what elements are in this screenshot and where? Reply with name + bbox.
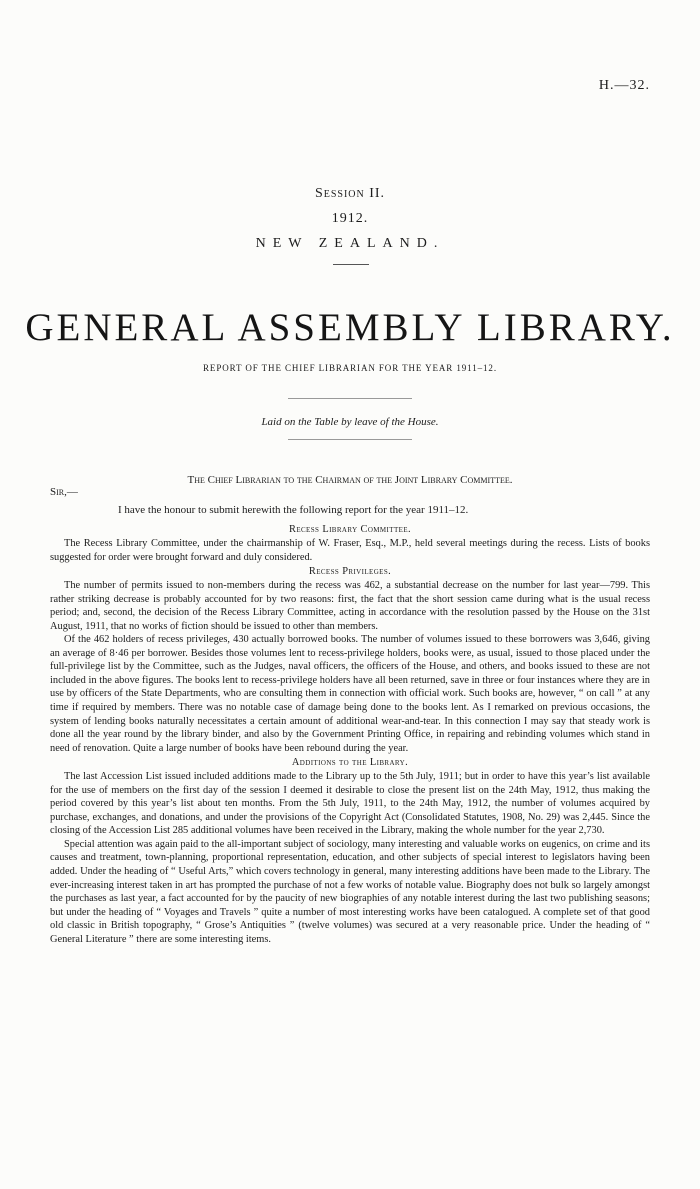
section-heading: Recess Library Committee. [288,524,411,535]
letter-heading: The Chief Librarian to the Chairman of the Joint Library Committee. [187,474,513,486]
document-title: GENERAL ASSEMBLY LIBRARY. [25,306,675,349]
year-label: 1912. [331,211,369,226]
paragraph: Of the 462 holders of recess privileges, 430 actually borrowed books. The number of volumes issued to these borrowers was 3,646, giving an average of 8·46 per borrower. Besides those volumes lent to recess-privilege holders, books were, as usual, issued to those placed under the full-privilege list by the Committee, such as the Judges, naval officers, the officers of the House, and others, and books issued to these are not included in the above figures. The books lent to recess-privilege holders have all been returned, save in three or four instances where they are in use by officers of the State Departments, who are consulting them in connection with official work. Such books are, however, “ on call ” at any time if required by members. There was no notable case of damage being done to the books lent. As I remarked on previous occasions, the system of lending books naturally necessitates a certain amount of additional wear-and-tear. In this connection I may say that steady work is done all the year round by the library binder, and also by the Government Printing Office, in repairing and rebinding volumes which stand in need of renovation. Quite a large number of books have been rebound during the year. [50,634,650,754]
divider-rule [333,264,369,265]
divider-rule [288,398,412,399]
letter-intro: I have the honour to submit herewith the following report for the year 1911–12. [118,504,469,516]
section-heading: Recess Privileges. [308,566,392,578]
section-heading: Additions to the Library. [291,757,409,769]
report-body [50,522,650,946]
paragraph: The Recess Library Committee, under the chairmanship of W. Fraser, Esq., M.P., held several meetings during the recess. Lists of books suggested for order were brought forward and duly considered. [50,538,650,563]
paragraph: The number of permits issued to non-members during the recess was 462, a substantial decrease on the number for last year—799. This rather striking decrease is probably accounted for by two reasons: first, the fact that the short session came during what is the usual recess period; and, second, the decision of the Recess Library Committee, acting in accordance with the resolution passed by the House on the 31st August, 1911, that no works of fiction should be issued to other than members. [50,580,650,632]
country-label: NEW ZEALAND. [255,236,445,251]
document-subtitle: REPORT OF THE CHIEF LIBRARIAN FOR THE YEAR 1911–12. [203,363,497,373]
divider-rule [288,439,412,440]
session-label: Session II. [314,186,386,201]
salutation: Sir,— [50,486,78,498]
page-number: H.—32. [598,78,650,93]
paragraph: The last Accession List issued included additions made to the Library up to the 5th July, 1911; but in order to have this year’s list available for the use of members on the first day of the session I deemed it desirable to close the present list on the 24th May, 1912, thus making the period covered by this year’s list about ten months. From the 5th July, 1911, to the 24th May, 1912, the number of volumes acquired by purchase, exchanges, and donations, and under the provisions of the Copyright Act (Consolidated Statutes, 1908, No. 29) was 2,445. Since the closing of the Accession List 285 additional volumes have been received in the Library, making the whole number for the year 2,730. [50,771,650,837]
paragraph: Special attention was again paid to the all-important subject of sociology, many interesting and valuable works on eugenics, on crime and its causes and treatment, town-planning, proportional representation, education, and other subjects of special interest to legislators having been added. Under the heading of “ Useful Arts,” which covers technology in general, many interesting additions have been made to the Library. The ever-increasing interest taken in art has prompted the purchase of not a few works of notable value. Biography does not bulk so largely amongst the purchases as last year, a fact accounted for by the paucity of new biographies of any notable interest during the last two publishing seasons; but under the heading of “ Voyages and Travels ” quite a number of most interesting works have been catalogued. A complete set of that good old classic in British topography, “ Grose’s Antiquities ” (twelve volumes) was secured at a very reasonable price. Under the heading of “ General Literature ” there are some interesting items. [50,838,650,945]
laid-note: Laid on the Table by leave of the House. [261,416,439,428]
